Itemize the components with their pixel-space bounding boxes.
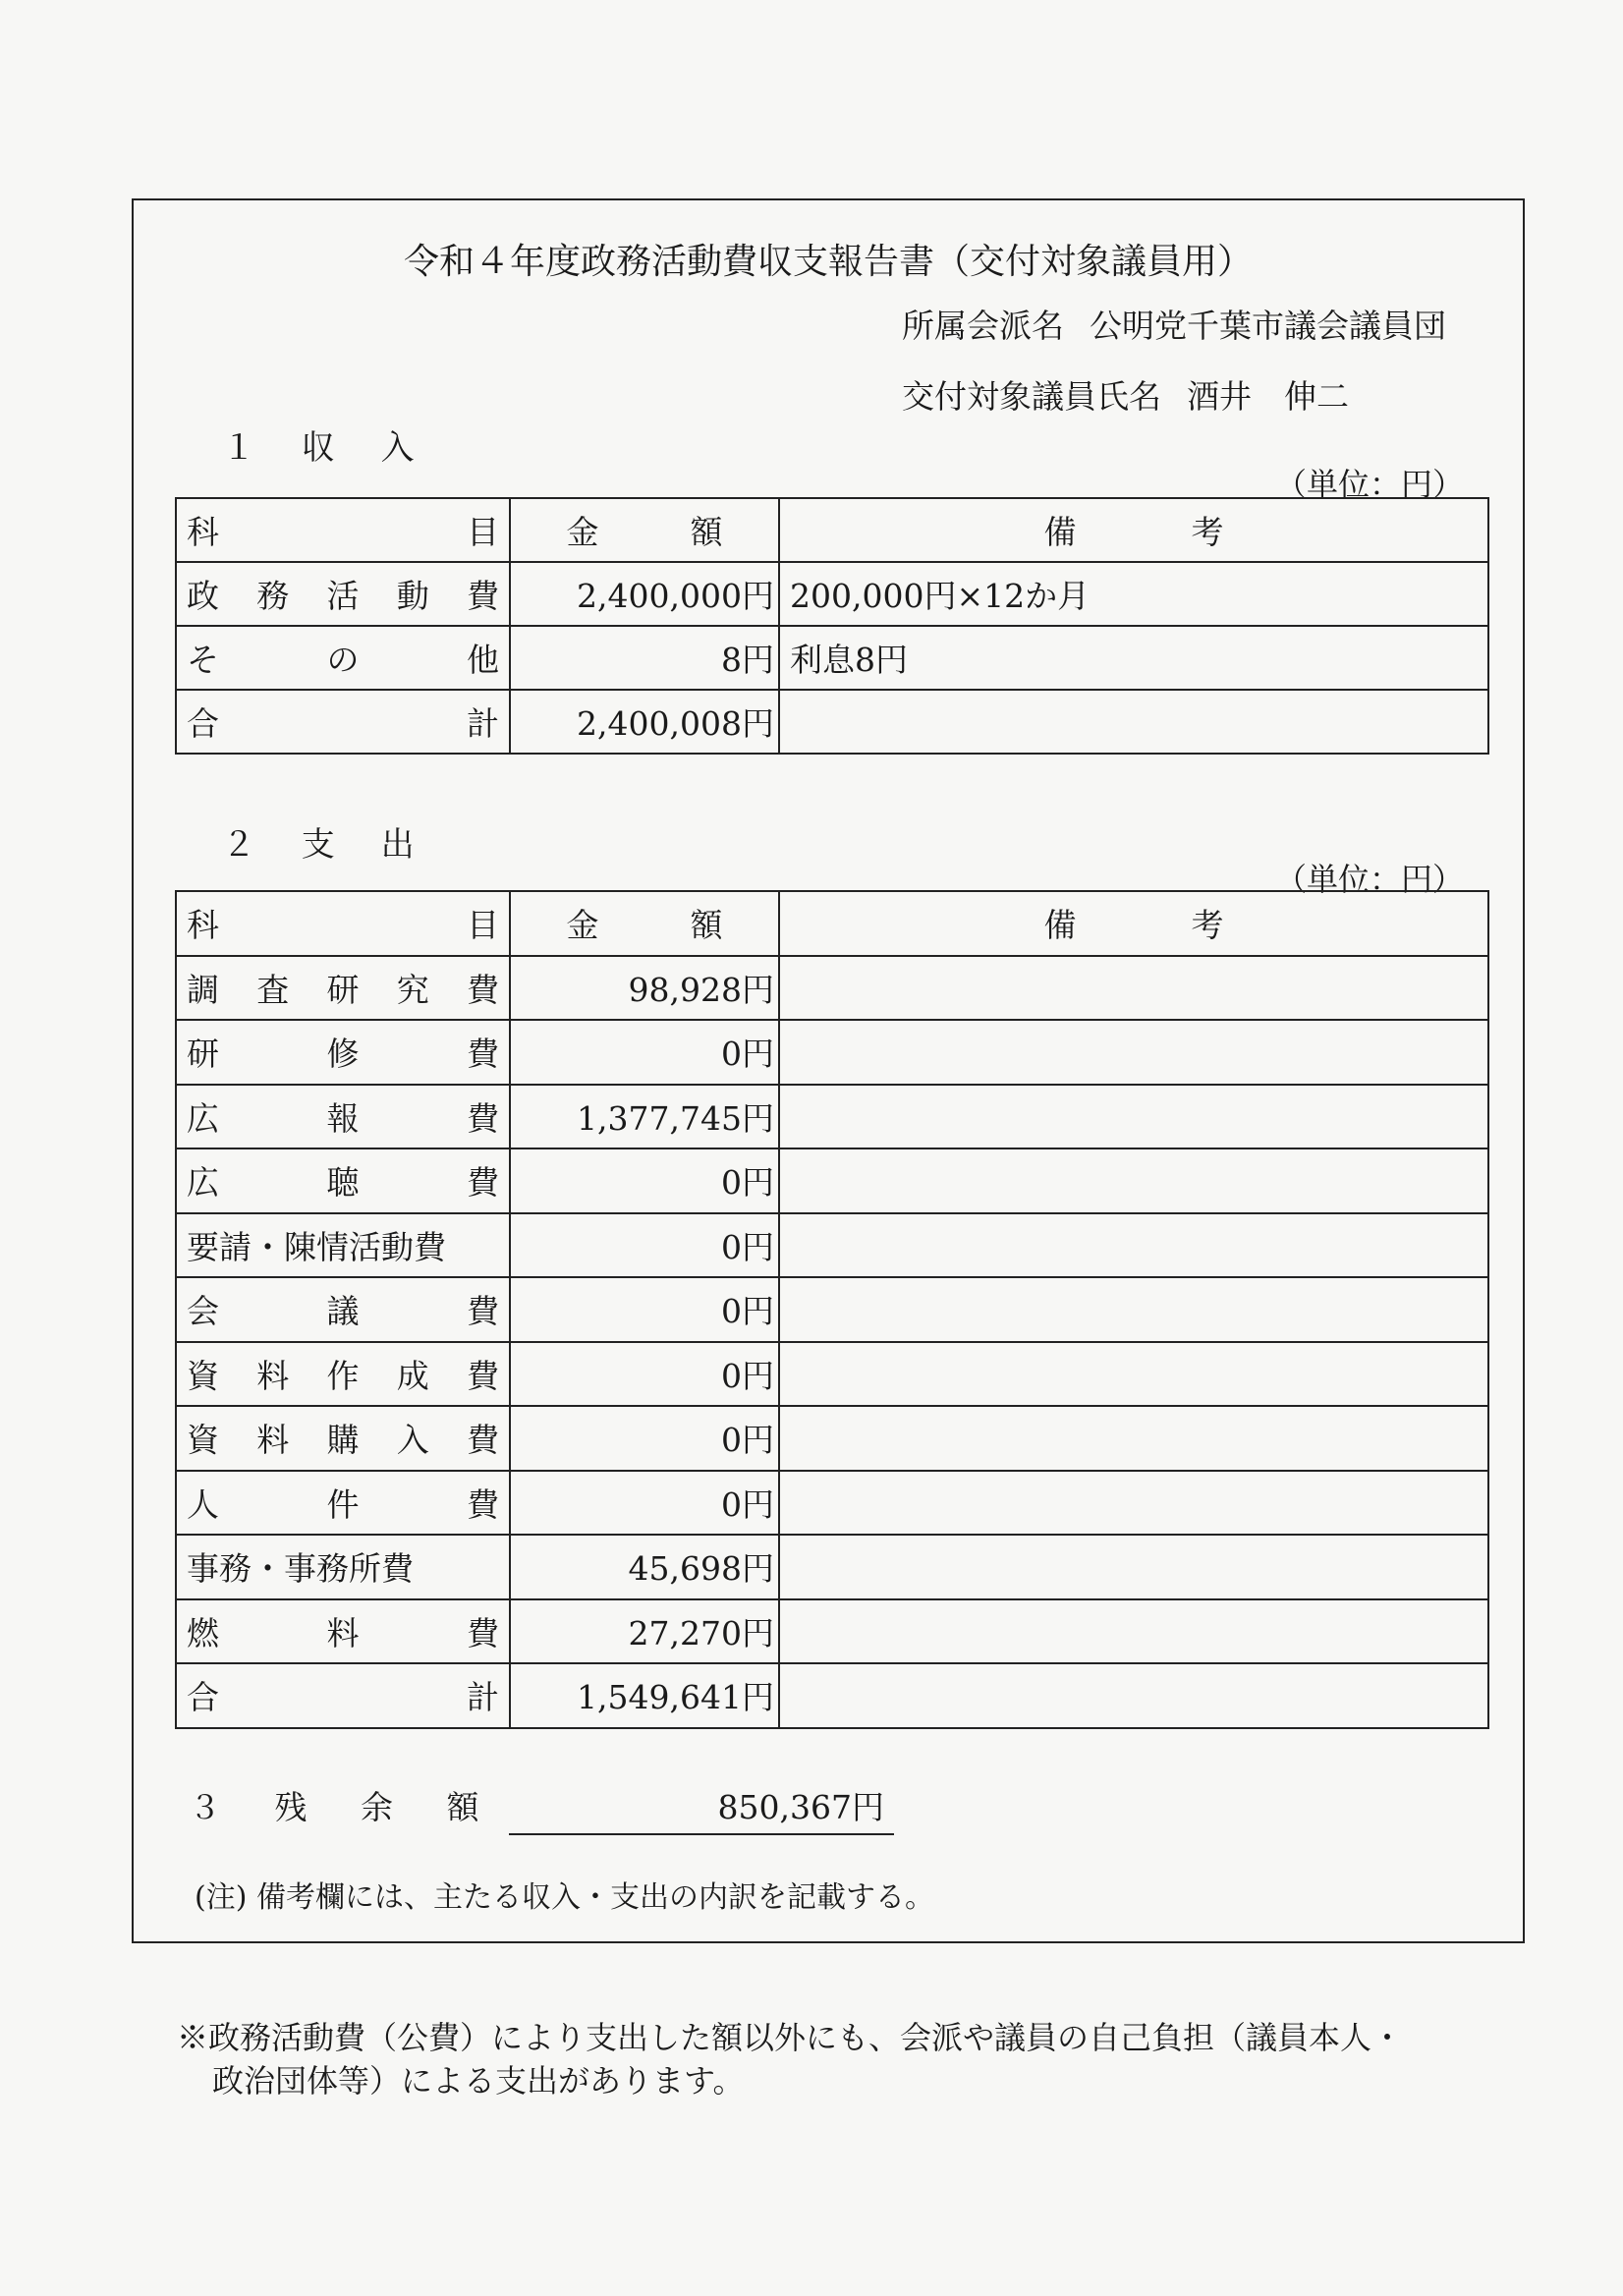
item-cell xyxy=(176,562,510,626)
member-value: 酒井 伸二 xyxy=(1187,377,1349,416)
item-cell xyxy=(176,1599,510,1664)
table-row xyxy=(176,1535,1488,1599)
item-name xyxy=(187,699,499,745)
amount-cell: 0円 xyxy=(510,1020,779,1085)
item-name-char: 研 xyxy=(187,1035,219,1074)
header-amount xyxy=(510,498,779,562)
note-cell xyxy=(779,1663,1488,1728)
item-name-char: 広 xyxy=(187,1163,219,1203)
item-cell xyxy=(176,1342,510,1407)
item-name-char: 費 xyxy=(467,1163,499,1203)
header-item xyxy=(176,891,510,956)
item-name-char: の xyxy=(326,641,360,679)
item-name xyxy=(187,1286,499,1332)
item-name-char: 活 xyxy=(326,577,360,615)
item-name xyxy=(187,571,499,617)
item-name-char: 科 xyxy=(187,513,219,551)
item-name xyxy=(187,1543,499,1590)
income-heading: １ 収 入 xyxy=(222,428,432,468)
amount-cell: 0円 xyxy=(510,1213,779,1278)
item-name-char: 務 xyxy=(256,577,290,615)
income-unit: （単位：円） xyxy=(1275,466,1465,503)
table-row xyxy=(176,626,1488,690)
item-cell xyxy=(176,690,510,754)
item-name-char: そ xyxy=(187,641,219,679)
balance-underline xyxy=(509,1833,894,1835)
header-amount xyxy=(510,891,779,956)
table-row xyxy=(176,1342,1488,1407)
note-cell xyxy=(779,1020,1488,1085)
item-name-char: 費 xyxy=(467,1035,499,1074)
amount-cell: 98,928円 xyxy=(510,956,779,1021)
note-cell xyxy=(779,1406,1488,1471)
amount-cell: 8円 xyxy=(510,626,779,690)
header-amount-char: 金 xyxy=(566,513,599,551)
table-row xyxy=(176,956,1488,1021)
item-name xyxy=(187,1415,499,1461)
expense-heading: ２ 支 出 xyxy=(222,825,432,865)
item-cell xyxy=(176,1020,510,1085)
item-cell xyxy=(176,1471,510,1536)
item-name-char: 修 xyxy=(326,1035,360,1074)
item-name-char: 費 xyxy=(467,1484,499,1524)
item-name xyxy=(187,1351,499,1397)
item-name xyxy=(187,1480,499,1526)
header-amount-char: 金 xyxy=(566,906,599,945)
expense-table xyxy=(175,890,1489,1729)
note-cell xyxy=(779,956,1488,1021)
item-name xyxy=(187,900,499,946)
table-row xyxy=(176,562,1488,626)
note-cell xyxy=(779,1277,1488,1342)
member-line xyxy=(902,371,1349,418)
item-name-char: 料 xyxy=(256,1356,290,1395)
faction-label: 所属会派名 xyxy=(902,307,1064,345)
item-name-char: 調 xyxy=(187,970,219,1009)
header-amount-char: 額 xyxy=(690,906,723,945)
balance-label: ３ 残 余 額 xyxy=(189,1788,501,1826)
faction-line xyxy=(902,301,1446,347)
item-name xyxy=(187,1157,499,1204)
item-name-char: 購 xyxy=(326,1421,360,1460)
item-name-char: 計 xyxy=(467,704,499,743)
note-cell xyxy=(779,1148,1488,1213)
item-cell xyxy=(176,1213,510,1278)
item-name-char: 費 xyxy=(467,970,499,1009)
item-cell xyxy=(176,1535,510,1599)
item-name-char: 費 xyxy=(467,1356,499,1395)
header-note-char: 考 xyxy=(1191,906,1224,945)
item-name xyxy=(187,965,499,1011)
item-name-char: 究 xyxy=(396,970,429,1009)
note-cell xyxy=(779,1535,1488,1599)
item-name xyxy=(187,635,499,681)
item-name-char: 査 xyxy=(256,970,290,1009)
remarks-note: (注) 備考欄には、主たる収入・支出の内訳を記載する。 xyxy=(195,1880,934,1915)
item-name-char: 事務・事務所費 xyxy=(187,1549,414,1589)
item-name xyxy=(187,1029,499,1075)
expense-unit: （単位：円） xyxy=(1275,861,1465,898)
item-name-char: 合 xyxy=(187,1678,219,1717)
item-cell xyxy=(176,1663,510,1728)
item-name-char: 要請・陳情活動費 xyxy=(187,1227,446,1266)
member-label: 交付対象議員氏名 xyxy=(902,377,1161,416)
footnote xyxy=(177,2016,1403,2102)
item-cell xyxy=(176,626,510,690)
item-name-char: 料 xyxy=(326,1613,360,1652)
footnote-line-2: 政治団体等）による支出があります。 xyxy=(212,2062,745,2100)
table-row xyxy=(176,1277,1488,1342)
table-row xyxy=(176,1471,1488,1536)
note-cell xyxy=(779,1471,1488,1536)
report-title: 令和４年度政務活動費収支報告書（交付対象議員用） xyxy=(403,242,1253,282)
table-row xyxy=(176,1085,1488,1149)
income-table xyxy=(175,497,1489,755)
item-name-char: 科 xyxy=(187,906,219,945)
amount-cell: 0円 xyxy=(510,1277,779,1342)
amount-cell: 1,549,641円 xyxy=(510,1663,779,1728)
item-name-char: 成 xyxy=(396,1356,429,1395)
amount-cell: 0円 xyxy=(510,1148,779,1213)
faction-value: 公明党千葉市議会議員団 xyxy=(1090,307,1446,345)
item-name-char: 他 xyxy=(467,641,499,679)
header-item xyxy=(176,498,510,562)
amount-cell: 0円 xyxy=(510,1342,779,1407)
item-name-char: 議 xyxy=(326,1292,360,1331)
item-cell xyxy=(176,1085,510,1149)
amount-cell: 27,270円 xyxy=(510,1599,779,1664)
item-name-char: 費 xyxy=(467,1421,499,1460)
header-note xyxy=(779,891,1488,956)
amount-cell: 0円 xyxy=(510,1471,779,1536)
balance-value: 850,367円 xyxy=(717,1788,884,1826)
item-name-char: 費 xyxy=(467,1613,499,1652)
item-cell xyxy=(176,956,510,1021)
item-name-char: 動 xyxy=(396,577,429,615)
item-name-char: 合 xyxy=(187,704,219,743)
header-note-char: 考 xyxy=(1191,513,1224,551)
item-name-char: 費 xyxy=(467,1292,499,1331)
item-name xyxy=(187,507,499,553)
item-name xyxy=(187,1222,499,1268)
item-name-char: 会 xyxy=(187,1292,219,1331)
item-name-char: 燃 xyxy=(187,1613,219,1652)
item-cell xyxy=(176,1406,510,1471)
table-row xyxy=(176,1599,1488,1664)
table-header-row xyxy=(176,891,1488,956)
note-cell: 利息8円 xyxy=(779,626,1488,690)
item-name-char: 人 xyxy=(187,1484,219,1524)
header-note-char: 備 xyxy=(1043,513,1077,551)
amount-cell: 1,377,745円 xyxy=(510,1085,779,1149)
item-name-char: 件 xyxy=(326,1484,360,1524)
item-name-char: 聴 xyxy=(326,1163,360,1203)
amount-cell: 2,400,008円 xyxy=(510,690,779,754)
item-name-char: 入 xyxy=(396,1421,429,1460)
table-row xyxy=(176,1213,1488,1278)
table-row xyxy=(176,1406,1488,1471)
item-name-char: 計 xyxy=(467,1678,499,1717)
table-row xyxy=(176,1148,1488,1213)
table-row xyxy=(176,1020,1488,1085)
note-cell xyxy=(779,1342,1488,1407)
item-name xyxy=(187,1608,499,1654)
item-name-char: 資 xyxy=(187,1421,219,1460)
table-row xyxy=(176,690,1488,754)
item-name-char: 作 xyxy=(326,1356,360,1395)
item-name-char: 政 xyxy=(187,577,219,615)
amount-cell: 0円 xyxy=(510,1406,779,1471)
note-cell xyxy=(779,1213,1488,1278)
note-cell xyxy=(779,690,1488,754)
table-header-row xyxy=(176,498,1488,562)
note-cell xyxy=(779,1085,1488,1149)
item-name-char: 研 xyxy=(326,970,360,1009)
item-name-char: 料 xyxy=(256,1421,290,1460)
header-note-char: 備 xyxy=(1043,906,1077,945)
amount-cell: 45,698円 xyxy=(510,1535,779,1599)
header-note xyxy=(779,498,1488,562)
item-name-char: 資 xyxy=(187,1356,219,1395)
item-cell xyxy=(176,1277,510,1342)
item-name-char: 目 xyxy=(467,906,499,945)
item-name xyxy=(187,1093,499,1140)
item-name-char: 費 xyxy=(467,1098,499,1138)
amount-cell: 2,400,000円 xyxy=(510,562,779,626)
item-name xyxy=(187,1672,499,1718)
header-amount-char: 額 xyxy=(690,513,723,551)
item-name-char: 費 xyxy=(467,577,499,615)
item-name-char: 広 xyxy=(187,1098,219,1138)
footnote-line-1: ※政務活動費（公費）により支出した額以外にも、会派や議員の自己負担（議員本人・ xyxy=(177,2019,1404,2056)
item-cell xyxy=(176,1148,510,1213)
note-cell xyxy=(779,1599,1488,1664)
item-name-char: 目 xyxy=(467,513,499,551)
note-cell: 200,000円×12か月 xyxy=(779,562,1488,626)
item-name-char: 報 xyxy=(326,1098,360,1138)
table-row xyxy=(176,1663,1488,1728)
